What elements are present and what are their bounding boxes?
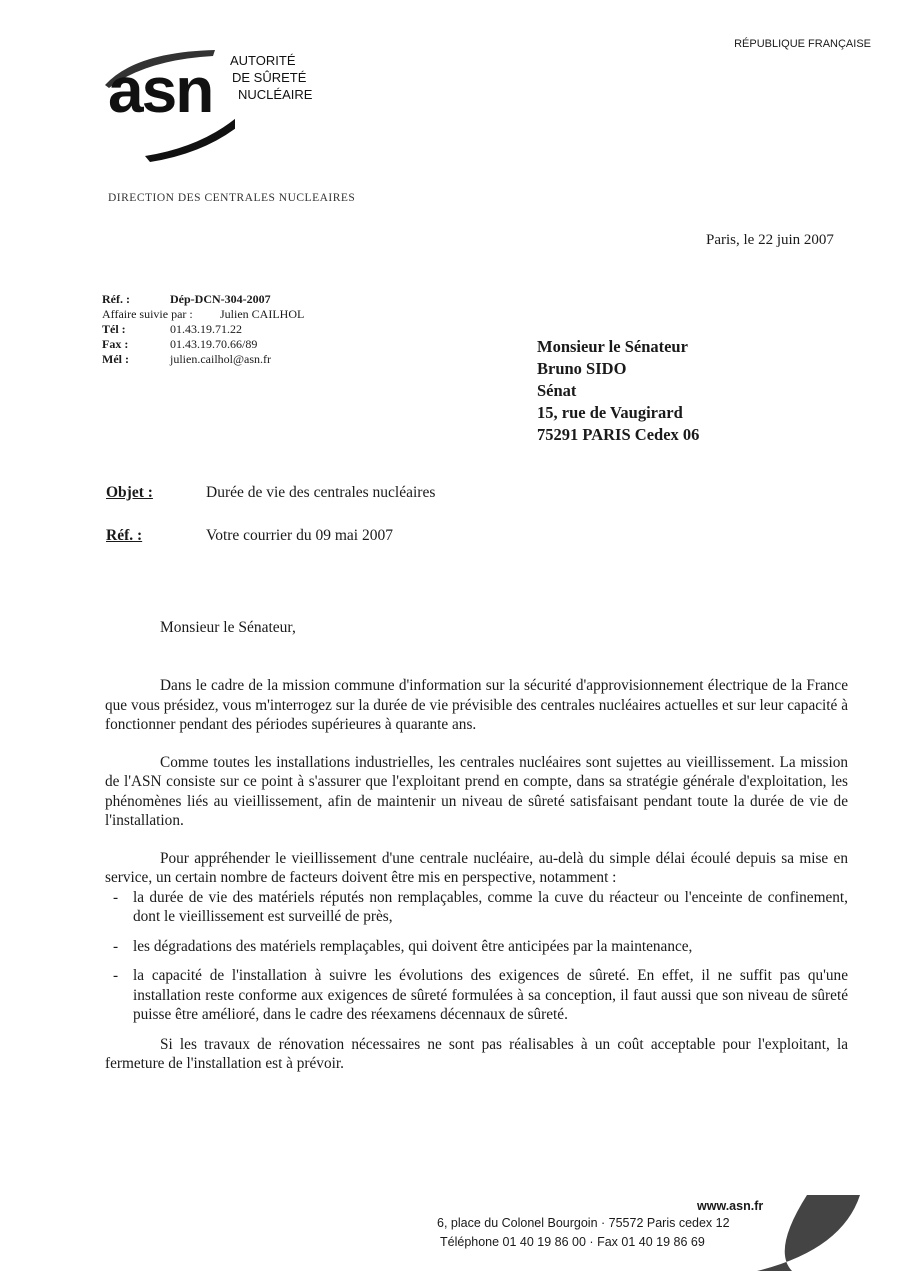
ref2-label: Réf. : (106, 527, 143, 544)
footer-website: www.asn.fr (697, 1199, 764, 1213)
subject-line (106, 484, 435, 502)
email-label: Mél : (102, 352, 129, 366)
salutation: Monsieur le Sénateur, (160, 619, 296, 636)
fax-label: Fax : (102, 337, 129, 351)
footer-address: 6, place du Colonel Bourgoin · 75572 Paris cedex 12 (437, 1216, 730, 1230)
paragraph: Si les travaux de rénovation nécessaires ne sont pas réalisables à un coût acceptable pour l'exploitant, la fermeture de l'installation est à prévoir. (105, 1035, 848, 1072)
ref-value: Dép-DCN-304-2007 (170, 292, 271, 306)
bullet-item: - la durée de vie des matériels réputés non remplaçables, comme la cuve du réacteur ou l'enceinte de confinement, dont le vieillissement est surveillé de près, (105, 888, 848, 927)
subject-label: Objet : (106, 484, 153, 501)
logo-wordmark: asn (108, 54, 213, 126)
bullet-item: - la capacité de l'installation à suivre les évolutions des exigences de sûreté. En effet, il ne suffit pas qu'une installation reste conforme aux exigences de sûreté formulées à sa conception, il faut aussi que son niveau de sûreté puisse être amélioré, dans le cadre des réexamens décennaux de sûreté. (105, 966, 848, 1025)
footer-phone: Téléphone 01 40 19 86 00 · Fax 01 40 19 86 69 (440, 1235, 705, 1249)
ref-label: Réf. : (102, 292, 130, 306)
fax-value: 01.43.19.70.66/89 (170, 337, 258, 351)
paragraph: Pour appréhender le vieillissement d'une centrale nucléaire, au-delà du simple délai écoulé depuis sa mise en service, un certain nombre de facteurs doivent être mis en perspective, notamment : (105, 849, 848, 886)
direction-label: DIRECTION DES CENTRALES NUCLEAIRES (108, 192, 356, 204)
email-value: julien.cailhol@asn.fr (170, 352, 272, 366)
followed-by-value: Julien CAILHOL (220, 307, 305, 321)
bullet-item: - les dégradations des matériels remplaçables, qui doivent être anticipées par la maintenance, (105, 937, 848, 957)
address-line: 75291 PARIS Cedex 06 (537, 425, 700, 444)
subject-value: Durée de vie des centrales nucléaires (206, 484, 436, 501)
paragraph: Comme toutes les installations industrielles, les centrales nucléaires sont sujettes au vieillissement. La mission de l'ASN consiste sur ce point à s'assurer que l'exploitant prend en compte, dans sa stratégie générale d'exploitation, les phénomènes liés au vieillissement, afin de maintenir un niveau de sûreté satisfaisant pendant toute la durée de vie de l'installation. (105, 753, 848, 829)
recipient-address (537, 336, 699, 446)
tel-label: Tél : (102, 322, 126, 336)
ref-line (106, 527, 393, 545)
paragraph: Dans le cadre de la mission commune d'information sur la sécurité d'approvisionnement électrique de la France que vous présidez, vous m'interrogez sur la durée de vie prévisible des centrales nucléaires actuelles et sur leur capacité à fonctionner pendant des périodes supérieures à quarante ans. (105, 677, 848, 733)
letter-date: Paris, le 22 juin 2007 (706, 232, 834, 248)
tel-value: 01.43.19.71.22 (170, 322, 242, 336)
footer-swoosh-icon (752, 1190, 862, 1271)
logo-line: AUTORITÉ (230, 53, 296, 68)
ref2-value: Votre courrier du 09 mai 2007 (206, 527, 393, 544)
address-line: Sénat (537, 381, 577, 400)
address-line: 15, rue de Vaugirard (537, 403, 683, 422)
address-line: Bruno SIDO (537, 359, 627, 378)
followed-by-label: Affaire suivie par : (102, 307, 193, 321)
letter-body (105, 676, 848, 1084)
reference-block (102, 292, 304, 367)
address-line: Monsieur le Sénateur (537, 337, 688, 356)
republic-label: RÉPUBLIQUE FRANÇAISE (734, 38, 871, 50)
logo-line: DE SÛRETÉ (232, 70, 307, 85)
logo-text (230, 52, 312, 103)
logo-line: NUCLÉAIRE (238, 87, 313, 102)
